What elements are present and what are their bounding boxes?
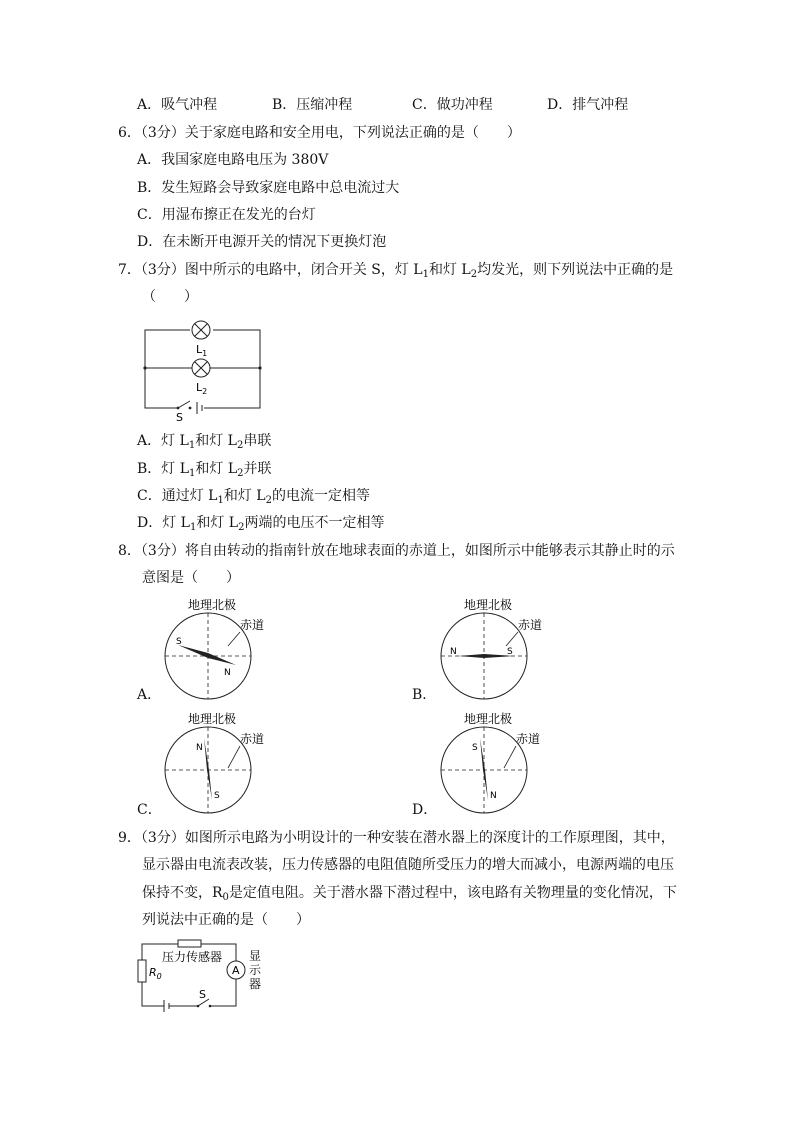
q8-stem: 8．（3分）将自由转动的指南针放在地球表面的赤道上，如图所示中能够表示其静止时的示: [118, 543, 675, 559]
q8-b-equator-label: 赤道: [518, 618, 543, 632]
q8-d-n-label: N: [490, 791, 497, 801]
q9-fig-r0-label: $R_0$: [149, 966, 162, 981]
q8-stem-line2: 意图是（ ）: [142, 570, 240, 586]
q8-figure-c: [160, 710, 290, 818]
q8-c-equator-label: 赤道: [240, 732, 265, 746]
q8-a-pole-label: 地理北极: [188, 598, 237, 612]
q5-option-b: B．压缩冲程: [272, 97, 353, 113]
q8-a-equator-label: 赤道: [240, 618, 265, 632]
q8-b-s-label: S: [507, 647, 513, 657]
q9-stem-line2: 显示器由电流表改装，压力传感器的电阻值随所受压力的增大而减小，电源两端的电压: [142, 857, 674, 873]
q6-option-a: A．我国家庭电路电压为 380V: [137, 152, 329, 168]
q9-stem-line4: 列说法中正确的是（ ）: [142, 912, 310, 928]
q7-fig-switch-label: S: [176, 411, 183, 424]
q8-c-n-label: N: [196, 743, 203, 753]
q8-option-a-label: A．: [137, 687, 162, 703]
q8-option-c-label: C．: [137, 802, 162, 818]
q9-fig-display-1: 显: [249, 949, 262, 963]
q7-fig-l2: $L_2$: [196, 381, 208, 396]
q9-fig-switch-label: S: [199, 988, 206, 1001]
q8-a-s-label: S: [176, 637, 182, 647]
q7-option-c: C．通过灯 $L_1$和灯 $L_2$的电流一定相等: [137, 488, 370, 506]
q7-stem: 7．（3分）图中所示的电路中，闭合开关 S，灯 $L_1$和灯 $L_2$均发光，则下列说法中正确的是: [118, 262, 674, 280]
q8-d-s-label: S: [472, 743, 478, 753]
q8-c-pole-label: 地理北极: [188, 712, 237, 726]
q7-option-b: B．灯 $L_1$和灯 $L_2$并联: [137, 461, 272, 479]
q6-option-d: D．在未断开电源开关的情况下更换灯泡: [137, 234, 387, 250]
q9-circuit-diagram: [136, 936, 276, 1014]
q7-option-d: D．灯 $L_1$和灯 $L_2$两端的电压不一定相等: [137, 515, 385, 533]
q5-option-d: D．排气冲程: [547, 97, 629, 113]
q7-option-a: A．灯 $L_1$和灯 $L_2$串联: [137, 433, 272, 451]
q6-stem: 6．（3分）关于家庭电路和安全用电，下列说法正确的是（ ）: [118, 125, 521, 141]
q7-stem-line2: （ ）: [142, 289, 198, 305]
q8-option-d-label: D．: [412, 802, 438, 818]
q9-fig-ammeter-label: A: [232, 964, 240, 977]
q8-c-s-label: S: [214, 791, 220, 801]
q5-option-c: C．做功冲程: [412, 97, 493, 113]
q7-circuit-diagram: [140, 315, 270, 425]
q8-d-pole-label: 地理北极: [464, 712, 513, 726]
q8-option-b-label: B．: [412, 687, 437, 703]
q9-fig-sensor-label: 压力传感器: [162, 950, 223, 964]
q5-option-a: A．吸气冲程: [137, 97, 218, 113]
q6-option-b: B．发生短路会导致家庭电路中总电流过大: [137, 180, 400, 196]
q9-fig-display-3: 器: [249, 977, 262, 991]
q8-figure-b: [436, 596, 566, 704]
q9-fig-display-2: 示: [249, 963, 262, 977]
q6-option-c: C．用湿布擦正在发光的台灯: [137, 207, 316, 223]
q8-b-pole-label: 地理北极: [464, 598, 513, 612]
q8-d-equator-label: 赤道: [516, 732, 541, 746]
q9-stem-line3: 保持不变，$R_0$是定值电阻。关于潜水器下潜过程中，该电路有关物理量的变化情况，下: [142, 885, 677, 903]
q9-stem-line1: 9．（3分）如图所示电路为小明设计的一种安装在潜水器上的深度计的工作原理图，其中，: [118, 830, 675, 846]
q7-fig-l1: $L_1$: [196, 343, 208, 358]
q8-figure-a: [160, 596, 290, 704]
q8-b-n-label: N: [450, 647, 457, 657]
q8-figure-d: [436, 710, 566, 818]
q8-a-n-label: N: [224, 668, 231, 678]
